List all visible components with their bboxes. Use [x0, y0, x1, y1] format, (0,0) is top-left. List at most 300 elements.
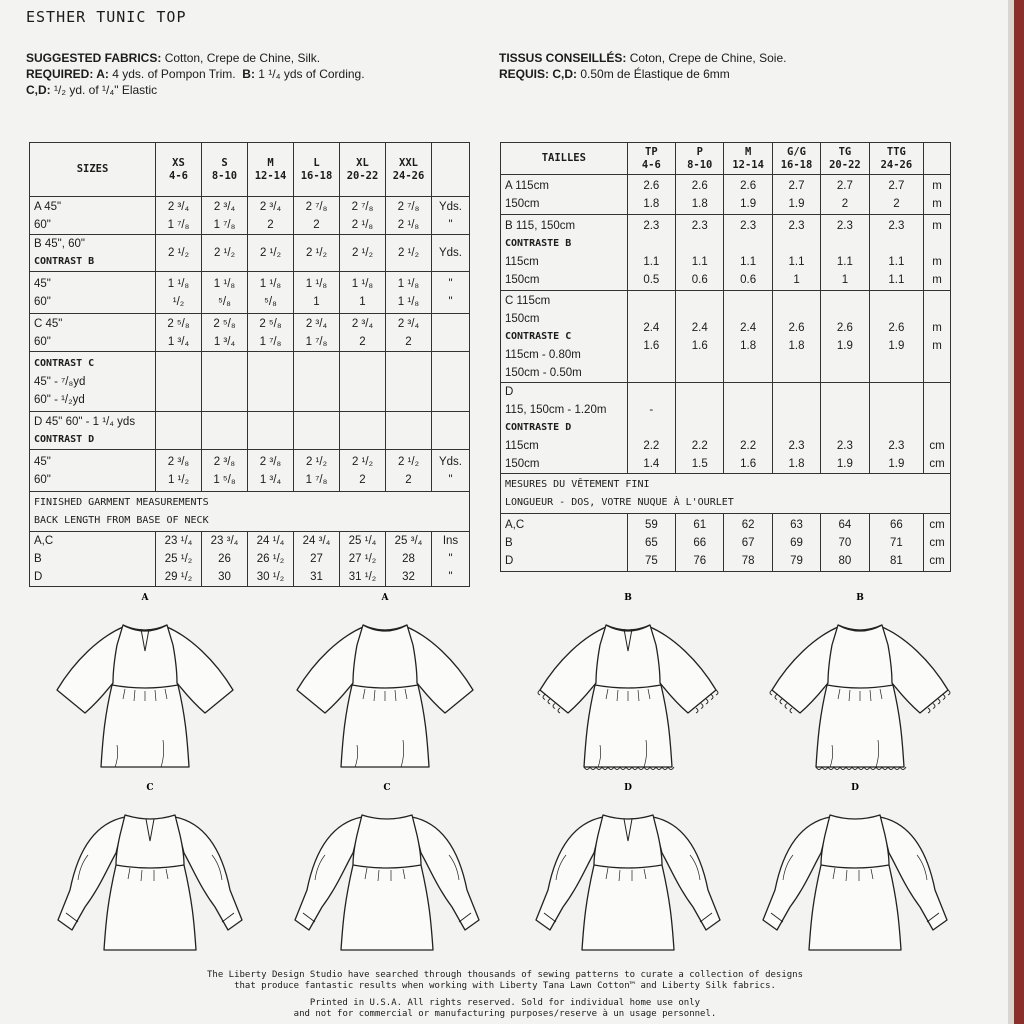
size-header-xs — [156, 143, 202, 197]
row-label-line: CONTRASTE B — [505, 237, 572, 249]
size-value-cell — [294, 532, 340, 587]
view-b-illustration — [770, 593, 950, 770]
size-value — [728, 235, 767, 253]
envelope-edge — [1014, 0, 1024, 1024]
size-value: 1.1 — [691, 255, 708, 268]
row-label-line: C 115cm — [505, 294, 551, 307]
size-value-cell — [627, 175, 675, 215]
size-value-cell — [248, 532, 294, 587]
row-label-line: CONTRAST C — [34, 357, 95, 369]
size-value-cell — [156, 352, 202, 412]
unit-cell — [924, 215, 951, 291]
table-row — [30, 450, 470, 492]
size-value-cell — [772, 291, 820, 383]
row-label-line: CONTRASTE C — [505, 330, 572, 342]
view-letter: D — [851, 783, 859, 793]
size-value: 2.7 — [888, 179, 905, 192]
row-label-line: A,C — [505, 518, 525, 531]
size-value-cell — [294, 314, 340, 352]
size-range: 4-6 — [641, 158, 661, 171]
size-value-cell — [340, 412, 386, 450]
unit-value: " — [448, 218, 453, 231]
pattern-title: ESTHER TUNIC TOP — [26, 8, 187, 26]
size-range: 8-10 — [687, 158, 713, 171]
size-value: 2 — [405, 473, 412, 486]
size-value: 1 ⁵/₈ — [213, 473, 236, 486]
row-label-line: 60" - ¹/₂yd — [34, 393, 85, 406]
size-value-cell — [248, 450, 294, 492]
size-range: 8-10 — [211, 169, 238, 182]
unit-cell — [432, 450, 470, 492]
table-row — [30, 314, 470, 352]
size-value: 1.6 — [643, 339, 660, 352]
row-label-line: D — [505, 386, 514, 398]
size-value: 25 ³/₄ — [394, 535, 423, 547]
size-value: 2 ⁷/₈ — [305, 200, 328, 213]
size-value: 2 ⁷/₈ — [351, 200, 374, 213]
size-range: 24-26 — [392, 169, 425, 182]
unit-value: m — [932, 255, 942, 268]
size-name: TP — [645, 145, 658, 158]
row-label-line: 60" — [34, 295, 51, 308]
section-heading-line: FINISHED GARMENT MEASUREMENTS — [34, 496, 209, 508]
size-value: 1.8 — [788, 339, 805, 352]
section-heading — [30, 492, 470, 532]
size-value: 80 — [838, 554, 852, 567]
size-value: 2 ¹/₂ — [351, 247, 374, 259]
size-value: 24 ¹/₄ — [256, 535, 285, 547]
size-value: 26 ¹/₂ — [256, 553, 285, 565]
size-value — [632, 419, 671, 437]
row-label — [30, 532, 156, 587]
size-value: 2.3 — [643, 219, 660, 232]
row-label — [501, 175, 628, 215]
size-value — [777, 401, 816, 419]
size-value: 2.3 — [788, 440, 805, 452]
size-value: 2 ¹/₂ — [259, 247, 282, 259]
size-value: 2 ³/₈ — [167, 455, 190, 468]
size-header-gg — [772, 143, 820, 175]
size-value: 2 ¹/₂ — [213, 247, 236, 259]
size-value: 1.9 — [836, 458, 853, 470]
size-value-cell — [676, 215, 724, 291]
table-row — [501, 514, 951, 572]
size-value-cell — [340, 450, 386, 492]
unit-cell — [432, 272, 470, 314]
size-value: 71 — [889, 536, 903, 549]
section-heading-line: MESURES DU VÊTEMENT FINI — [505, 478, 650, 490]
size-value — [632, 235, 671, 253]
size-range: 20-22 — [346, 169, 379, 182]
size-value: 23 ³/₄ — [210, 535, 239, 547]
size-value: 2 ⁵/₈ — [259, 317, 282, 330]
size-value: 2.7 — [788, 179, 805, 192]
size-value — [777, 235, 816, 253]
size-value-cell — [869, 383, 924, 474]
row-label-line: D — [505, 554, 514, 567]
row-label — [30, 352, 156, 412]
size-value: 1 — [313, 295, 320, 308]
size-value-cell — [340, 314, 386, 352]
size-value-cell — [156, 314, 202, 352]
size-value: 2.2 — [643, 440, 660, 452]
size-value: - — [649, 404, 654, 416]
unit-cell — [432, 412, 470, 450]
table-row — [501, 175, 951, 215]
table-row — [30, 412, 470, 450]
footer-line-1: The Liberty Design Studio have searched through thousands of sewing patterns to curate a collection of designs — [206, 970, 804, 980]
footer-text — [0, 970, 1010, 1020]
table-row — [501, 215, 951, 291]
required-label-fr: REQUIS: C,D: — [499, 67, 577, 81]
size-header-tg — [821, 143, 869, 175]
size-value: 2.4 — [643, 321, 660, 334]
size-name: TG — [838, 145, 852, 158]
size-value-cell — [248, 235, 294, 272]
size-value: 1 ¹/₈ — [259, 277, 282, 290]
size-value-cell — [869, 175, 924, 215]
table-row — [30, 197, 470, 235]
row-label — [501, 514, 628, 572]
size-name: TTG — [886, 145, 906, 158]
unit-cell — [432, 532, 470, 587]
row-label-line: 115, 150cm - 1.20m — [505, 404, 607, 416]
size-value: 1 ¹/₂ — [167, 473, 190, 486]
size-value: 1 — [841, 273, 849, 286]
size-value-cell — [821, 175, 869, 215]
size-value-cell — [772, 215, 820, 291]
size-value-cell — [772, 383, 820, 474]
row-label-line: 115cm — [505, 255, 539, 268]
size-value-cell — [821, 291, 869, 383]
size-value — [874, 401, 920, 419]
row-label-line: C 45" — [34, 317, 63, 330]
size-value: 1.1 — [836, 255, 853, 268]
size-value: 1.8 — [691, 197, 708, 210]
size-value: 29 ¹/₂ — [164, 571, 193, 583]
unit-value: Ins — [442, 535, 459, 547]
size-value: 2 — [893, 197, 900, 210]
cd-label: C,D: — [26, 83, 51, 97]
size-value: 2.3 — [740, 219, 757, 232]
view-d-illustration — [536, 783, 720, 950]
size-value-cell — [294, 412, 340, 450]
size-value: 25 ¹/₄ — [348, 535, 377, 547]
size-value: 2.7 — [836, 179, 853, 192]
unit-value: cm — [929, 518, 945, 531]
size-value: 2 — [405, 335, 412, 348]
unit-value: " — [448, 277, 453, 290]
size-value-cell — [156, 197, 202, 235]
size-value-cell — [294, 235, 340, 272]
size-value-cell — [724, 291, 772, 383]
size-value-cell — [340, 272, 386, 314]
unit-value: cm — [929, 536, 945, 549]
view-a-illustration — [57, 593, 233, 767]
row-label-line: 45" — [34, 277, 51, 290]
row-label-line: CONTRASTE D — [505, 422, 572, 433]
size-value: 1.1 — [740, 255, 757, 268]
row-label — [30, 235, 156, 272]
size-value: 75 — [644, 554, 658, 567]
size-value: 0.6 — [740, 273, 757, 286]
size-value-cell — [724, 383, 772, 474]
size-value-cell — [386, 532, 432, 587]
size-value: 2.4 — [740, 321, 757, 334]
unit-cell — [432, 314, 470, 352]
size-value: 2.6 — [836, 321, 853, 334]
view-a-illustration — [297, 593, 473, 767]
size-value: 78 — [741, 554, 755, 567]
size-value: 1 ¹/₈ — [397, 295, 420, 308]
size-value: 2.4 — [691, 321, 708, 334]
row-label-line: CONTRAST D — [34, 433, 95, 445]
size-value: 81 — [889, 554, 903, 567]
size-value: 30 — [218, 571, 231, 583]
size-value: 24 ³/₄ — [302, 535, 331, 547]
size-value-cell — [676, 175, 724, 215]
row-label-line: B 115, 150cm — [505, 219, 576, 232]
size-value: 2 ⁵/₈ — [167, 317, 190, 330]
row-label — [30, 450, 156, 492]
row-label-line: 150cm - 0.50m — [505, 366, 582, 379]
size-value: 2.6 — [691, 179, 708, 192]
size-value-cell — [294, 197, 340, 235]
size-value: 32 — [402, 571, 415, 583]
size-value-cell — [202, 272, 248, 314]
size-value: 66 — [889, 518, 903, 531]
unit-value: m — [932, 321, 942, 334]
table-header-row — [30, 143, 470, 197]
unit-value: m — [932, 273, 942, 286]
size-header-xl — [340, 143, 386, 197]
size-value-cell — [340, 235, 386, 272]
table-row — [501, 474, 951, 514]
size-value: 69 — [790, 536, 803, 549]
unit-cell — [924, 514, 951, 572]
size-header-tp — [627, 143, 675, 175]
size-value — [777, 419, 816, 437]
unit-value: " — [448, 473, 453, 486]
section-heading — [501, 474, 951, 514]
suggested-label: SUGGESTED FABRICS: — [26, 51, 162, 65]
size-value — [680, 419, 719, 437]
size-value-cell — [724, 215, 772, 291]
size-name: M — [744, 145, 752, 158]
required-label: REQUIRED: A: — [26, 67, 109, 81]
size-value-cell — [248, 197, 294, 235]
view-letter: B — [856, 593, 864, 603]
size-value: ¹/₂ — [172, 295, 185, 308]
unit-value — [928, 235, 946, 253]
size-value: 2 ³/₄ — [167, 200, 190, 213]
size-value: 30 ¹/₂ — [256, 571, 285, 583]
size-value-cell — [869, 291, 924, 383]
row-label-line: D — [34, 571, 43, 583]
size-value: 1.1 — [788, 255, 805, 268]
size-value — [825, 383, 864, 401]
view-c-illustration — [295, 783, 479, 950]
size-value: 2.3 — [888, 219, 905, 232]
row-label-line: B — [34, 553, 42, 565]
table-row — [30, 352, 470, 412]
size-value: 2.2 — [740, 440, 757, 452]
size-value: 0.5 — [643, 273, 660, 286]
size-value: 65 — [644, 536, 658, 549]
size-value: 0.6 — [691, 273, 708, 286]
footer-line-4: and not for commercial or manufacturing purposes/reserve à un usage personnel. — [293, 1009, 717, 1019]
row-label-line: 150cm — [505, 197, 540, 210]
size-value-cell — [386, 235, 432, 272]
size-value: 2.3 — [691, 219, 708, 232]
size-value-cell — [821, 383, 869, 474]
size-value-cell — [294, 450, 340, 492]
size-value: 1.1 — [888, 273, 905, 286]
garment-illustrations — [0, 585, 1010, 975]
row-label — [30, 272, 156, 314]
size-value: 2 ³/₄ — [351, 317, 374, 330]
size-value: 1 ¹/₈ — [351, 277, 374, 290]
size-value: 66 — [693, 536, 707, 549]
size-value: 2 ¹/₈ — [397, 218, 420, 231]
size-value: 2.6 — [643, 179, 660, 192]
size-value-cell — [202, 412, 248, 450]
size-value: 31 ¹/₂ — [348, 571, 377, 583]
size-value-cell — [627, 291, 675, 383]
size-value: 2 — [267, 218, 274, 231]
fabric-requirements-fr — [499, 50, 786, 82]
size-value: 2 ¹/₂ — [397, 247, 420, 259]
size-range: 4-6 — [169, 169, 188, 182]
size-value-cell — [386, 314, 432, 352]
size-value-cell — [386, 352, 432, 412]
size-value: 1 ⁷/₈ — [259, 335, 282, 348]
size-value-cell — [248, 272, 294, 314]
row-label-line: B 45", 60" — [34, 238, 86, 250]
table-row — [30, 532, 470, 587]
size-value: ⁵/₈ — [264, 295, 277, 308]
table-row — [30, 272, 470, 314]
size-value: 1.4 — [643, 458, 660, 470]
unit-value: Yds. — [438, 200, 462, 213]
footer-line-2: that produce fantastic results when working with Liberty Tana Lawn Cotton™ and Liberty Silk fabrics. — [234, 981, 776, 991]
row-label-line: 150cm — [505, 273, 540, 286]
unit-cell — [432, 235, 470, 272]
size-value-cell — [202, 352, 248, 412]
unit-value: cm — [929, 554, 945, 567]
size-value: 2 — [313, 218, 320, 231]
size-value-cell — [156, 532, 202, 587]
row-label — [501, 215, 628, 291]
size-value: 2 ³/₄ — [213, 200, 236, 213]
row-label — [30, 314, 156, 352]
unit-header — [432, 143, 470, 197]
size-value: 2.3 — [888, 440, 905, 452]
size-range: 12-14 — [254, 169, 287, 182]
size-value-cell — [627, 514, 675, 572]
size-value: 1 ¹/₈ — [213, 277, 236, 290]
size-value: 62 — [741, 518, 755, 531]
size-value: 31 — [310, 571, 323, 583]
row-label-line: 150cm — [505, 458, 540, 470]
size-header-label: TAILLES — [501, 143, 628, 175]
size-value — [680, 383, 719, 401]
size-value-cell — [869, 215, 924, 291]
size-header-l — [294, 143, 340, 197]
size-name: XXL — [399, 156, 418, 169]
size-name: L — [313, 156, 320, 169]
size-value — [728, 383, 767, 401]
size-value: 2 ³/₄ — [305, 317, 328, 330]
size-name: G/G — [787, 145, 806, 158]
size-value — [874, 235, 920, 253]
row-label-line: 60" — [34, 473, 51, 486]
size-range: 24-26 — [880, 158, 913, 171]
size-value: 1.1 — [888, 255, 905, 268]
size-value: 1 ¹/₈ — [167, 277, 190, 290]
size-value-cell — [202, 314, 248, 352]
size-value-cell — [294, 352, 340, 412]
size-value — [825, 235, 864, 253]
size-value-cell — [156, 235, 202, 272]
size-value — [632, 383, 671, 401]
row-label-line: 60" — [34, 335, 51, 348]
size-value: 1 ⁷/₈ — [167, 218, 190, 231]
required-b-label: B: — [242, 67, 255, 81]
size-value: 1.6 — [691, 339, 708, 352]
size-value: 1.5 — [691, 458, 708, 470]
unit-value: " — [448, 553, 453, 565]
size-value: 1.6 — [740, 458, 757, 470]
table-row — [501, 383, 951, 474]
size-value: 2 — [841, 197, 849, 210]
size-header-label: SIZES — [30, 143, 156, 197]
size-value: 1.9 — [888, 458, 905, 470]
size-value: 1.9 — [788, 197, 805, 210]
size-value: 63 — [790, 518, 803, 531]
size-value: 2 ³/₈ — [259, 455, 282, 468]
size-value: 1.8 — [643, 197, 660, 210]
size-value: 1 ⁷/₈ — [305, 473, 328, 486]
size-value-cell — [869, 514, 924, 572]
size-value — [728, 401, 767, 419]
view-letter: D — [624, 783, 632, 793]
size-value: 2 ³/₈ — [213, 455, 236, 468]
row-label-line: CONTRAST B — [34, 256, 95, 267]
size-value-cell — [340, 197, 386, 235]
size-value: 2.2 — [691, 440, 708, 452]
size-value-cell — [340, 352, 386, 412]
size-range: 16-18 — [780, 158, 813, 171]
size-value-cell — [202, 532, 248, 587]
size-value: ⁵/₈ — [218, 295, 231, 308]
size-value-cell — [772, 175, 820, 215]
row-label — [30, 412, 156, 450]
size-value-cell — [386, 450, 432, 492]
size-name: XS — [172, 156, 185, 169]
size-value-cell — [386, 197, 432, 235]
size-value — [825, 419, 864, 437]
row-label-line: 60" — [34, 218, 51, 231]
size-value: 2 ¹/₈ — [351, 218, 374, 231]
size-header-xxl — [386, 143, 432, 197]
unit-cell — [924, 175, 951, 215]
view-d-illustration — [763, 783, 947, 950]
size-value-cell — [627, 215, 675, 291]
size-value: 1 — [359, 295, 366, 308]
size-value: 2 — [359, 473, 366, 486]
size-value — [874, 419, 920, 437]
